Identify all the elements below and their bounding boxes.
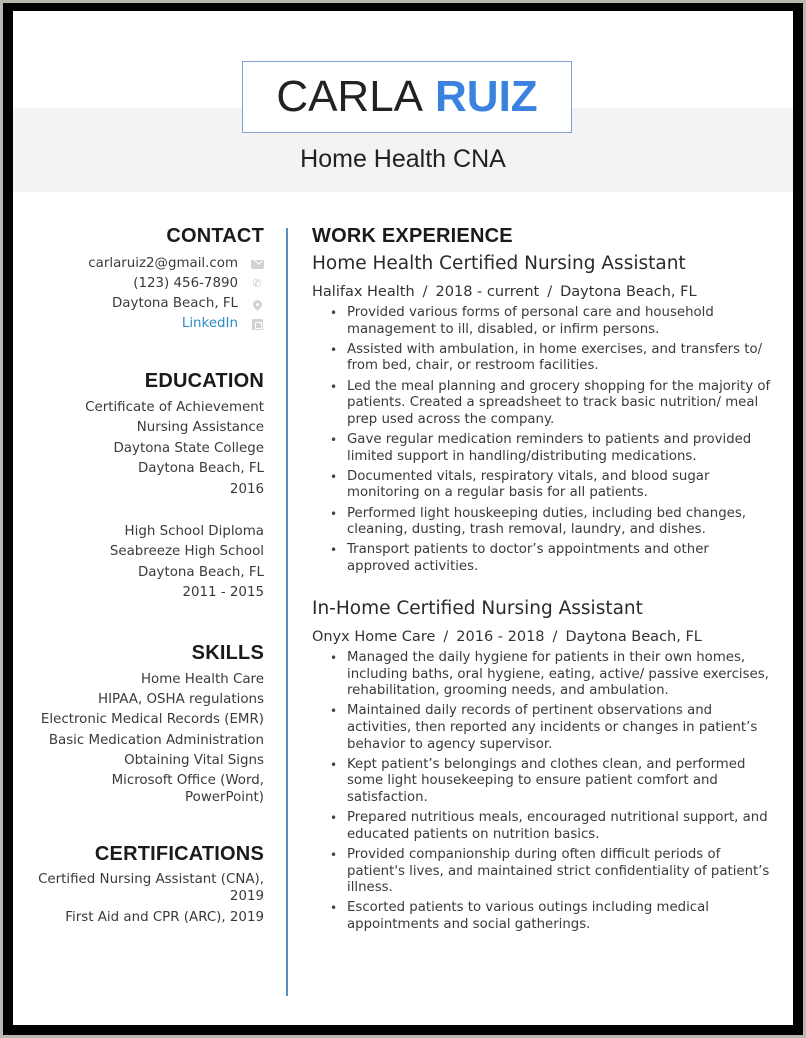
edu-degree: Certificate of Achievement: [85, 400, 264, 415]
skill-item: Home Health Care: [140, 671, 264, 687]
job-bullets: [312, 305, 772, 575]
bullet-item: • Escorted patients to various outings including medical appointments and social gatherings.: [330, 900, 772, 933]
skill-item: HIPAA, OSHA regulations: [98, 692, 264, 708]
meta-separator: /: [552, 629, 558, 646]
right-column: [312, 225, 772, 937]
meta-separator: /: [547, 284, 553, 300]
last-name: RUIZ: [435, 72, 538, 121]
bullet-item: • Documented vitals, respiratory vitals, and blood sugar monitoring on a regular basis for all patients.: [330, 469, 772, 502]
education-entry: [33, 522, 264, 604]
name-box: [242, 61, 572, 133]
contact-section: [33, 225, 264, 334]
bullet-item: • Gave regular medication reminders to patients and provided limited support in handling/distributing medications.: [330, 432, 772, 465]
edu-degree: High School Diploma: [124, 524, 264, 540]
phone-icon: ✆: [252, 277, 262, 290]
map-pin-icon: [250, 297, 264, 311]
bullet-item: • Performed light houskeeping duties, including bed changes, cleaning, dusting, trash removal, laundry, and dishes.: [330, 506, 772, 539]
edu-location: Daytona Beach, FL: [138, 564, 264, 580]
job-title: Home Health Certified Nursing Assistant: [312, 253, 686, 274]
linkedin-icon: [250, 317, 264, 331]
skill-item-cont: PowerPoint): [185, 789, 264, 805]
skill-item: Basic Medication Administration: [48, 732, 264, 748]
bullet-item: • Transport patients to doctor’s appointments and other approved activities.: [330, 542, 772, 575]
job-entry: [312, 252, 772, 575]
location-text: Daytona Beach, FL: [112, 296, 238, 311]
job-dates: 2016 - 2018: [456, 629, 545, 646]
skill-item: Electronic Medical Records (EMR): [40, 712, 264, 728]
bullet-item: • Provided various forms of personal care and household management to ill, disabled, or infirm persons.: [330, 305, 772, 338]
contact-phone[interactable]: [33, 274, 264, 294]
skills-heading: SKILLS: [191, 641, 264, 664]
bullet-item: • Managed the daily hygiene for patients in their own homes, including baths, oral hygiene, eating, active/ passive exercises, rehabilitation, grooming needs, and ambulation.: [330, 650, 772, 700]
education-section: [33, 370, 264, 604]
email-text[interactable]: carlaruiz2@gmail.com: [88, 256, 238, 271]
meta-separator: /: [443, 629, 449, 646]
bullet-item: • Prepared nutritious meals, encouraged nutritional support, and educated patients on nutrition basics.: [330, 810, 772, 843]
job-bullets: [312, 650, 772, 933]
edu-year: 2016: [229, 481, 264, 497]
contact-heading: CONTACT: [166, 225, 264, 247]
job-location: Daytona Beach, FL: [565, 629, 702, 646]
skills-section: [33, 642, 264, 806]
resume-page: [13, 11, 793, 1025]
edu-school: Seabreeze High School: [109, 544, 264, 560]
first-name: CARLA: [276, 72, 424, 121]
candidate-name: [276, 72, 537, 122]
document-frame: [3, 3, 803, 1035]
bullet-item: • Kept patient’s belongings and clothes clean, and performed some light housekeeping to ensure patient comfort and satisfaction.: [330, 757, 772, 807]
certifications-heading: CERTIFICATIONS: [94, 842, 264, 865]
job-dates: 2018 - current: [435, 284, 540, 300]
bullet-item: • Assisted with ambulation, in home exercises, and transfers to/ from bed, chair, or restroom facilities.: [330, 342, 772, 375]
bullet-item: • Led the meal planning and grocery shopping for the majority of patients. Created a spreadsheet to track basic nutrition/ meal prep used across the company.: [330, 379, 772, 429]
bullet-item: • Provided companionship during often difficult periods of patient's lives, and maintained strict confidentiality of patient’s illness.: [330, 847, 772, 897]
work-experience-heading: WORK EXPERIENCE: [312, 225, 513, 247]
job-meta: [312, 282, 772, 302]
certifications-section: [33, 843, 264, 928]
skill-item: Obtaining Vital Signs: [124, 753, 264, 769]
job-company: Onyx Home Care: [312, 629, 436, 646]
job-location: Daytona Beach, FL: [560, 284, 697, 300]
job-entry: [312, 597, 772, 933]
contact-location: [33, 294, 264, 314]
bullet-item: • Maintained daily records of pertinent observations and activities, then reported any incidents or changes in patient’s behavior to agency supervisor.: [330, 703, 772, 753]
linkedin-link[interactable]: LinkedIn: [181, 316, 238, 331]
certification-item: Certified Nursing Assistant (CNA),: [38, 871, 264, 887]
certification-item: First Aid and CPR (ARC), 2019: [65, 909, 264, 925]
contact-email[interactable]: [33, 254, 264, 274]
phone-text[interactable]: (123) 456-7890: [133, 276, 238, 291]
skill-item: Microsoft Office (Word,: [111, 772, 264, 788]
job-meta: [312, 627, 772, 647]
contact-linkedin[interactable]: [33, 314, 264, 334]
education-heading: EDUCATION: [144, 370, 264, 392]
envelope-icon: [250, 257, 264, 271]
headline: Home Health CNA: [300, 145, 506, 173]
edu-location: Daytona Beach, FL: [138, 461, 264, 477]
job-company: Halifax Health: [312, 284, 415, 300]
education-entry: [33, 398, 264, 500]
job-title: In-Home Certified Nursing Assistant: [312, 598, 643, 620]
meta-separator: /: [422, 284, 428, 300]
certification-item-cont: 2019: [229, 888, 264, 904]
edu-year: 2011 - 2015: [182, 585, 264, 601]
edu-field: Nursing Assistance: [136, 420, 264, 436]
column-divider: [286, 228, 288, 996]
left-column: [33, 225, 264, 928]
edu-school: Daytona State College: [113, 440, 264, 456]
